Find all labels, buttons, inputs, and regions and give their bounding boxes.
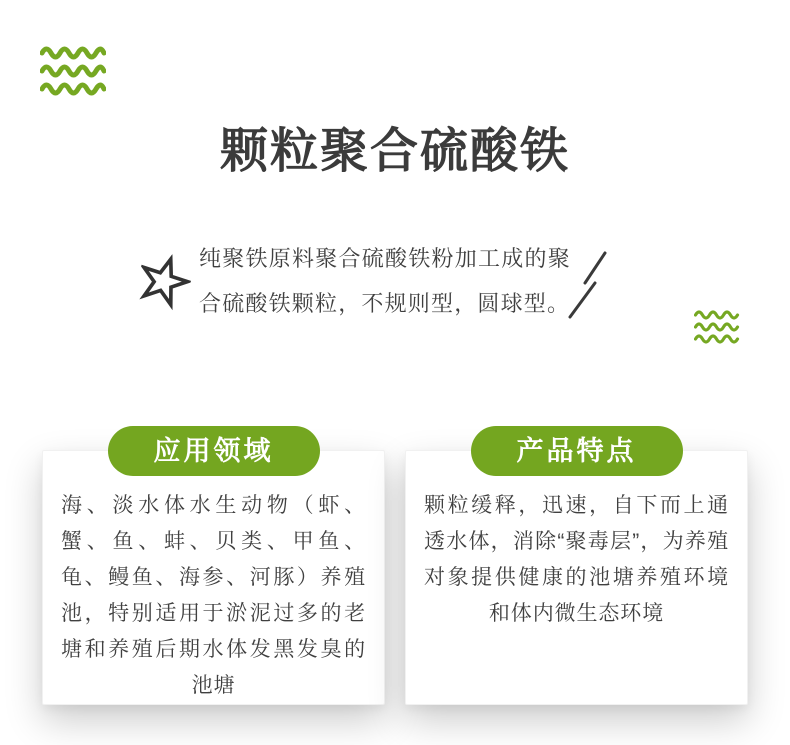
features-card-header: 产品特点 — [471, 426, 683, 476]
application-card-body: 海、淡水体水生动物（虾、蟹、鱼、蚌、贝类、甲鱼、龟、鳗鱼、海参、河豚）养殖池，特别适用于淤泥过多的老塘和养殖后期水体发黑发臭的池塘 — [61, 494, 366, 697]
application-card — [42, 436, 385, 705]
features-card — [405, 436, 748, 705]
application-card-header: 应用领域 — [108, 426, 320, 476]
waves-icon-small — [694, 308, 742, 346]
page-title: 颗粒聚合硫酸铁 — [219, 125, 570, 178]
waves-icon — [40, 44, 106, 96]
double-slash-icon — [560, 240, 610, 322]
star-icon — [138, 253, 190, 307]
intro-text: 纯聚铁原料聚合硫酸铁粉加工成的聚合硫酸铁颗粒，不规则型，圆球型。 — [199, 246, 571, 316]
features-card-body: 颗粒缓释，迅速，自下而上通透水体，消除“聚毒层”，为养殖对象提供健康的池塘养殖环境和体内微生态环境 — [424, 494, 729, 625]
